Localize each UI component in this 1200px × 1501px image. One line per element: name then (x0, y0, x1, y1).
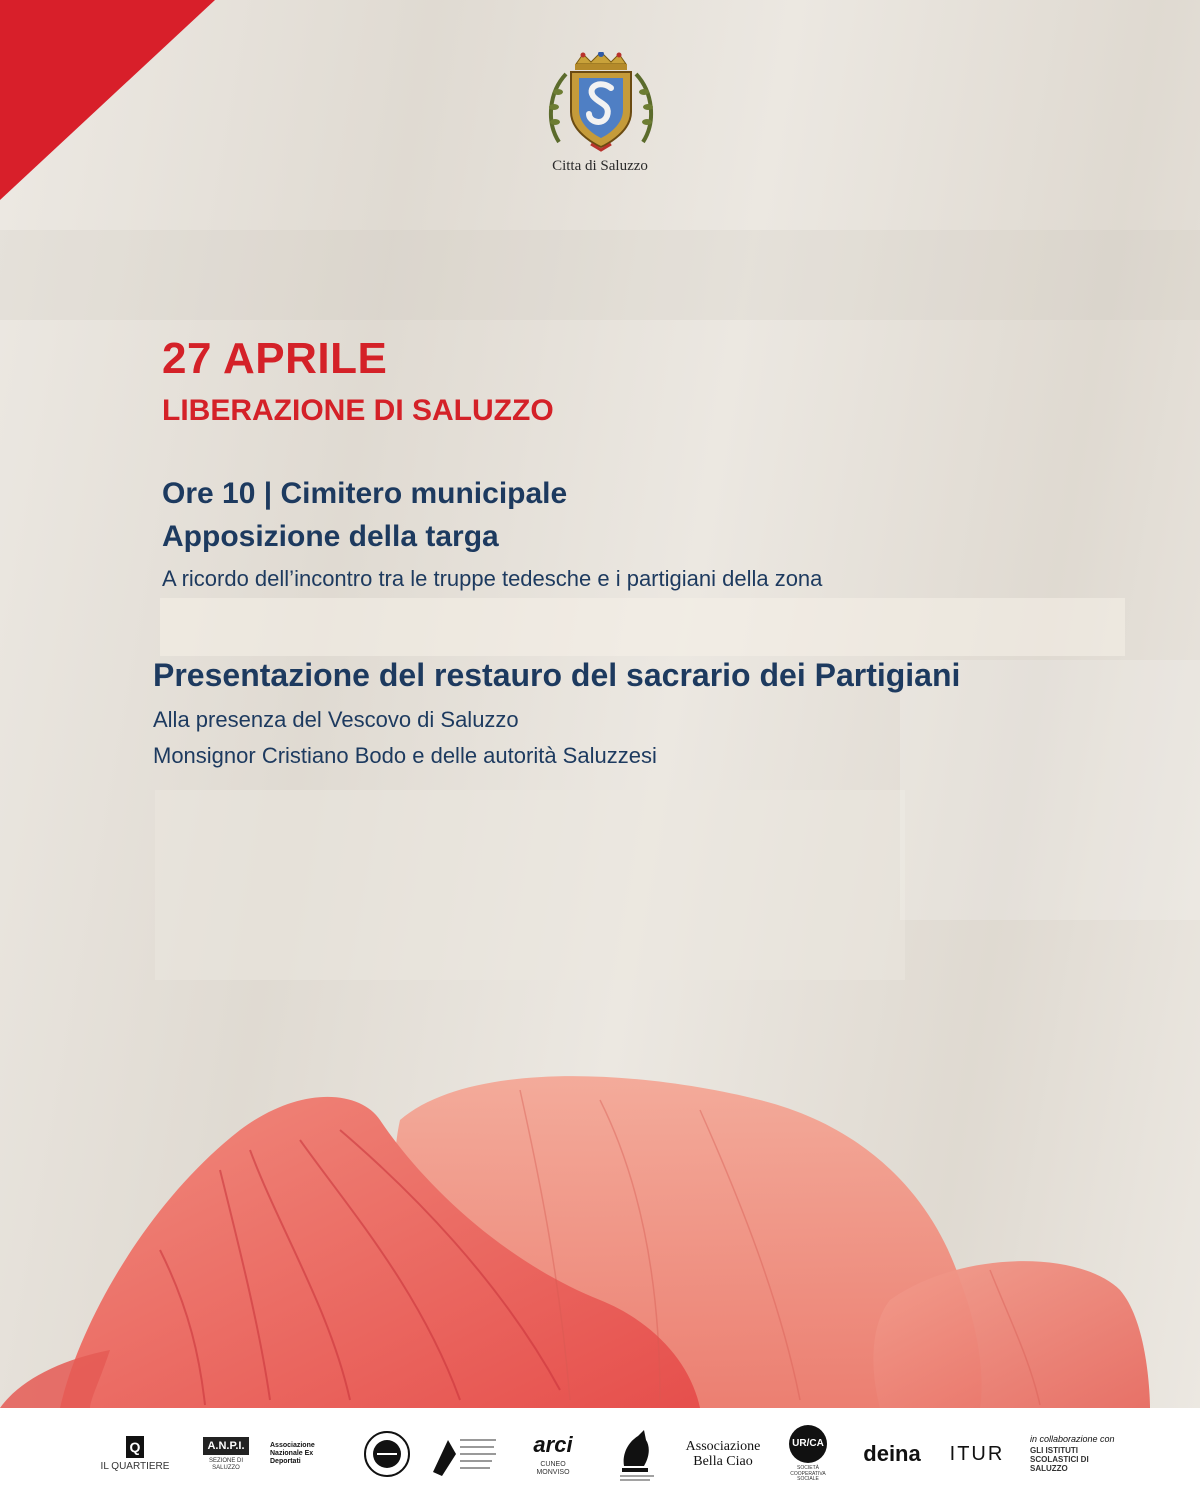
event-date: 27 APRILE (162, 334, 388, 383)
program-second-title: Presentazione del restauro del sacrario dei Partigiani (153, 657, 961, 693)
paper-texture-band (160, 598, 1125, 656)
partner-logo-fondazione (614, 1426, 662, 1482)
partner-mark: Associazione Nazionale Ex Deportati (270, 1442, 315, 1465)
partner-logo-round-emblem (363, 1430, 411, 1478)
crest-caption: Citta di Saluzzo (552, 158, 648, 174)
partner-caption: SEZIONE DI SALUZZO (208, 1457, 243, 1471)
partner-footer (0, 1408, 1200, 1501)
paper-texture-patch (900, 660, 1200, 920)
program-action-detail: A ricordo dell’incontro tra le truppe tedesche e i partigiani della zona (162, 566, 823, 591)
partner-mark: Associazione Bella Ciao (685, 1438, 761, 1469)
partner-mark: Q (126, 1436, 144, 1458)
partner-logo-il-quartiere (100, 1424, 170, 1484)
partner-mark: A.N.P.I. (203, 1437, 248, 1455)
partner-logo-aned (270, 1424, 342, 1484)
partner-logo-anpi (195, 1424, 257, 1484)
paper-texture-patch (155, 790, 905, 980)
program-second-detail-1: Alla presenza del Vescovo di Saluzzo (153, 707, 519, 732)
partner-caption: SOCIETÀ COOPERATIVA SOCIALE (790, 1465, 826, 1483)
program-time-place: Ore 10 | Cimitero municipale (162, 477, 568, 510)
paper-texture-band (0, 230, 1200, 320)
red-corner-triangle (0, 0, 215, 200)
city-crest-icon (541, 52, 661, 152)
partner-logo-urca (786, 1424, 830, 1484)
partner-mark: ITUR (949, 1442, 1005, 1465)
program-second-detail-2: Monsignor Cristiano Bodo e delle autorità Saluzzesi (153, 743, 657, 768)
partner-mark: arci (533, 1431, 573, 1457)
partner-logo-bella-ciao (676, 1424, 770, 1484)
partner-logo-itur (936, 1424, 1018, 1484)
partner-mark: deina (863, 1441, 921, 1466)
partner-logo-istituto-storico (428, 1432, 498, 1478)
program-action: Apposizione della targa (162, 520, 499, 553)
partner-logo-deina (860, 1424, 924, 1484)
partner-caption: GLI ISTITUTI SCOLASTICI DI SALUZZO (1030, 1446, 1089, 1473)
partner-caption: IL QUARTIERE (100, 1461, 170, 1472)
partner-caption: CUNEO MONVISO (536, 1460, 570, 1476)
event-title: LIBERAZIONE DI SALUZZO (162, 394, 554, 427)
poppy-illustration (0, 1060, 1200, 1408)
partner-logo-arci (524, 1424, 582, 1484)
partner-mark: UR/CA (789, 1425, 827, 1463)
partner-logo-istituti-scolastici (1030, 1424, 1126, 1484)
partner-mark: in collaborazione con (1030, 1434, 1115, 1445)
